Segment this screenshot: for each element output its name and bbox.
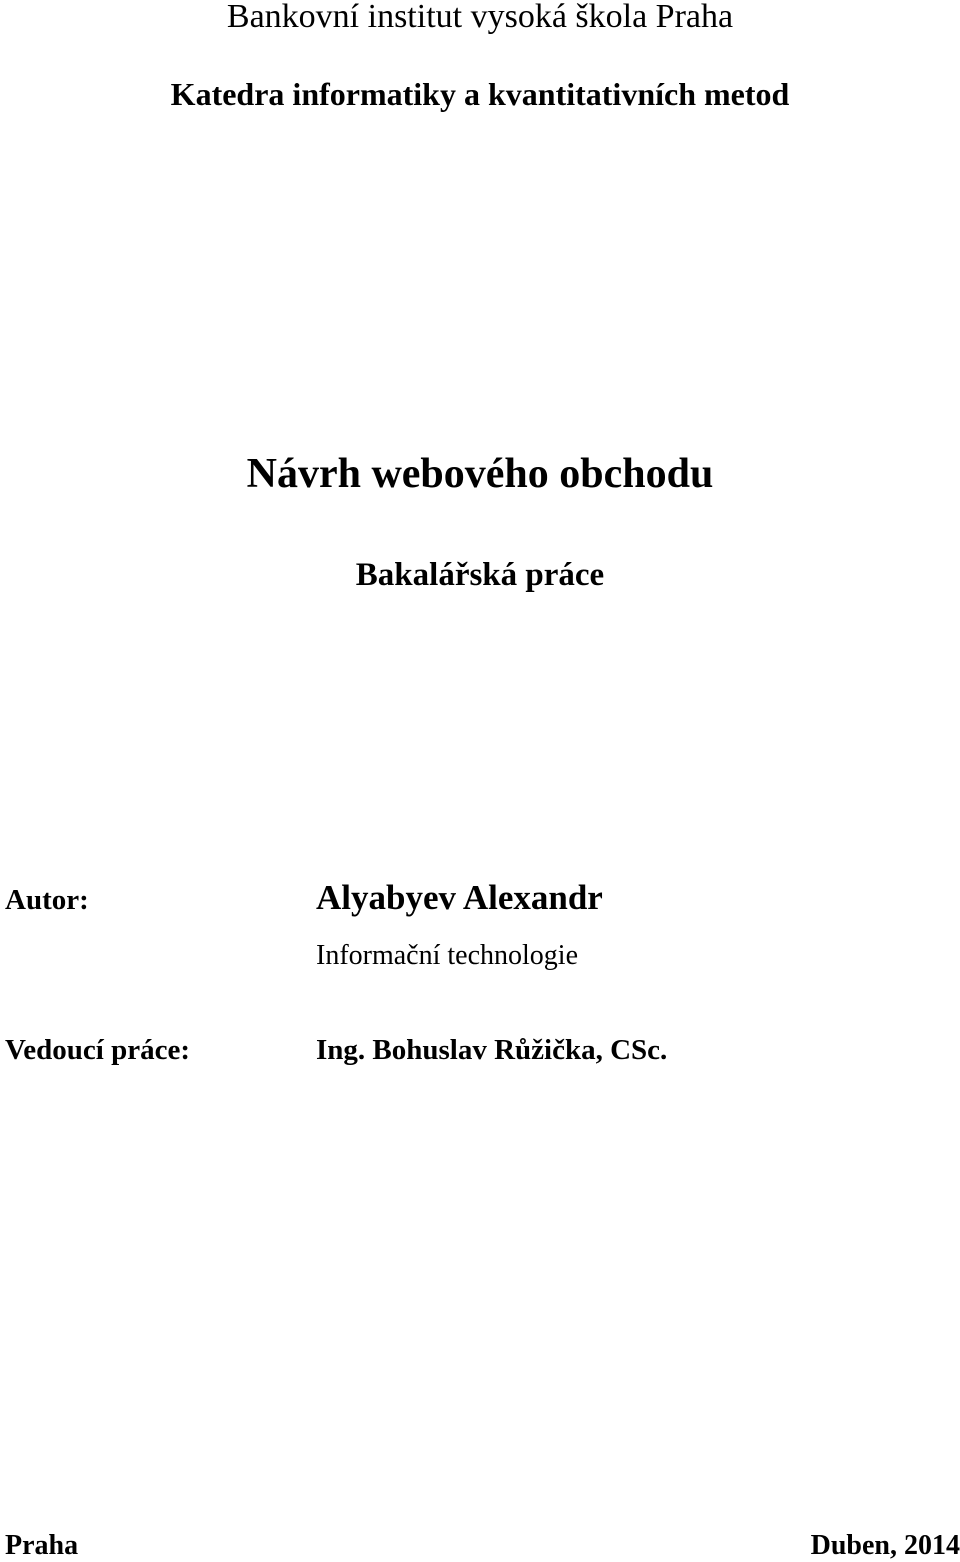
supervisor-name: Ing. Bohuslav Růžička, CSc. [316, 1034, 668, 1066]
date: Duben, 2014 [810, 1530, 960, 1561]
author-name: Alyabyev Alexandr [316, 878, 603, 917]
city: Praha [5, 1530, 79, 1561]
author-label: Autor: [5, 884, 89, 916]
thesis-type: Bakalářská práce [355, 557, 605, 593]
institution-name: Bankovní institut vysoká škola Praha [226, 0, 734, 35]
author-field-of-study: Informační technologie [316, 940, 579, 971]
supervisor-label: Vedoucí práce: [5, 1034, 190, 1066]
thesis-title: Návrh webového obchodu [246, 451, 714, 497]
department-name: Katedra informatiky a kvantitativních metod [170, 76, 790, 112]
